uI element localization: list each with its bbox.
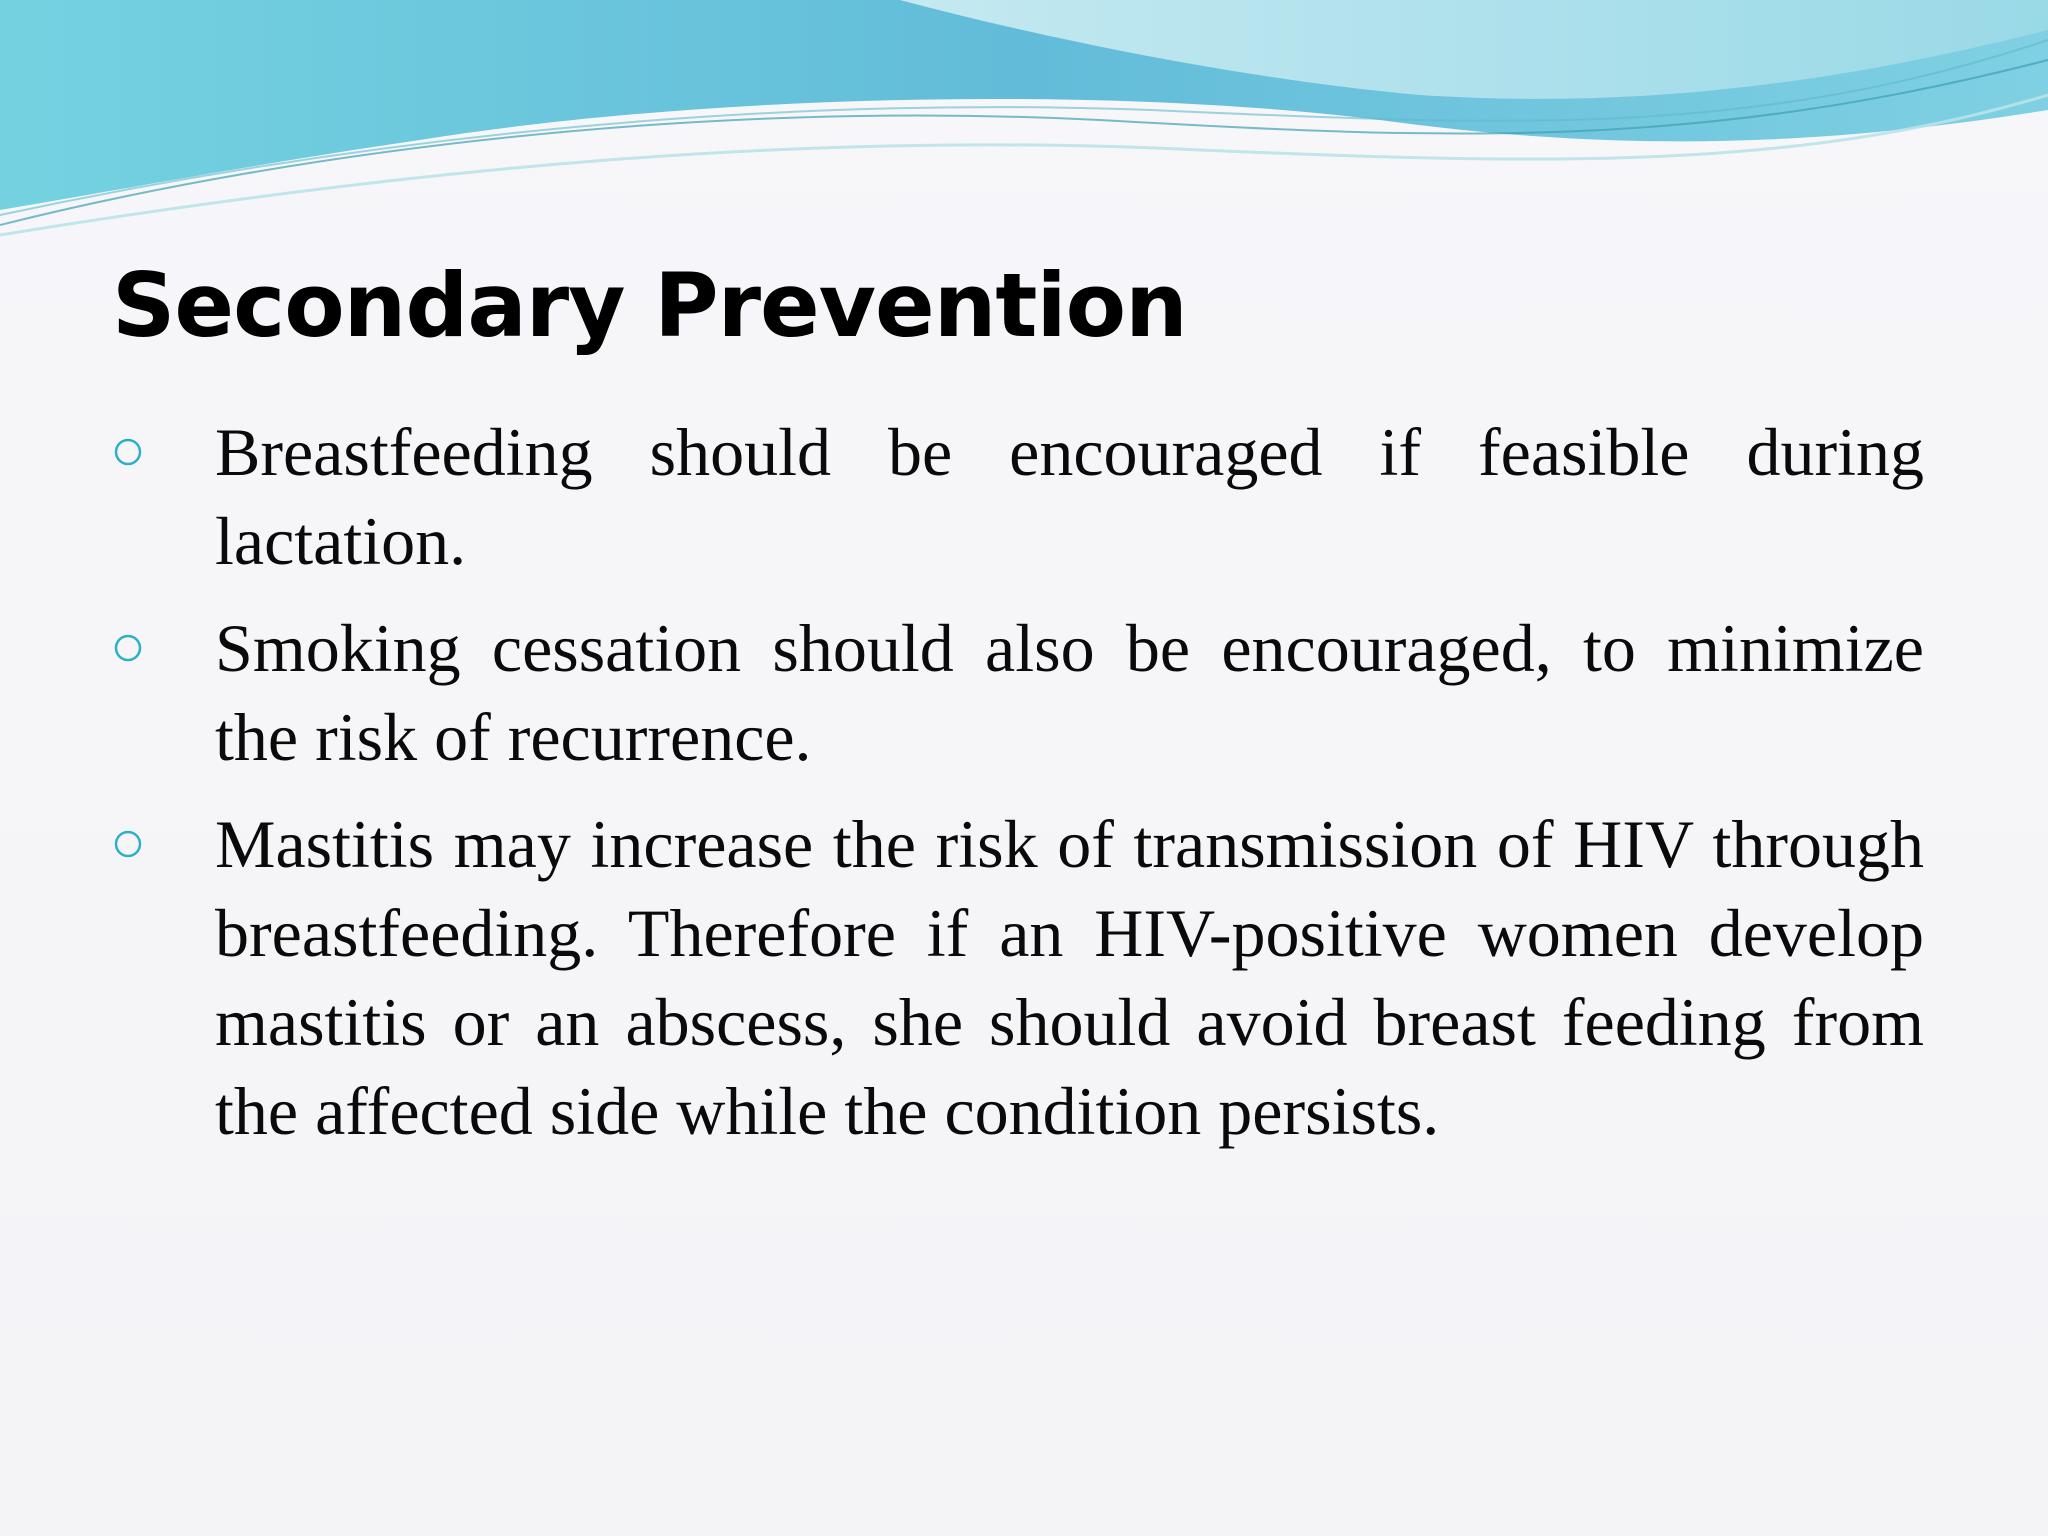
bullet-text: Mastitis may increase the risk of transmission of HIV through breastfeeding. Therefore if an HIV-positive women develop mastitis or an abscess, she should avoid breast feeding from the affected side while the condition persists. [215, 806, 1924, 1149]
list-item [112, 800, 1924, 1156]
bullet-text: Breastfeeding should be encouraged if feasible during lactation. [215, 414, 1924, 579]
hollow-circle-icon [112, 828, 144, 860]
bullet-list [112, 408, 1924, 1174]
list-item [112, 604, 1924, 782]
header-wave-decoration [0, 0, 2048, 240]
slide-title: Secondary Prevention [112, 254, 1187, 357]
hollow-circle-icon [112, 436, 144, 468]
hollow-circle-icon [112, 632, 144, 664]
list-item [112, 408, 1924, 586]
bullet-text: Smoking cessation should also be encouraged, to minimize the risk of recurrence. [215, 610, 1924, 775]
